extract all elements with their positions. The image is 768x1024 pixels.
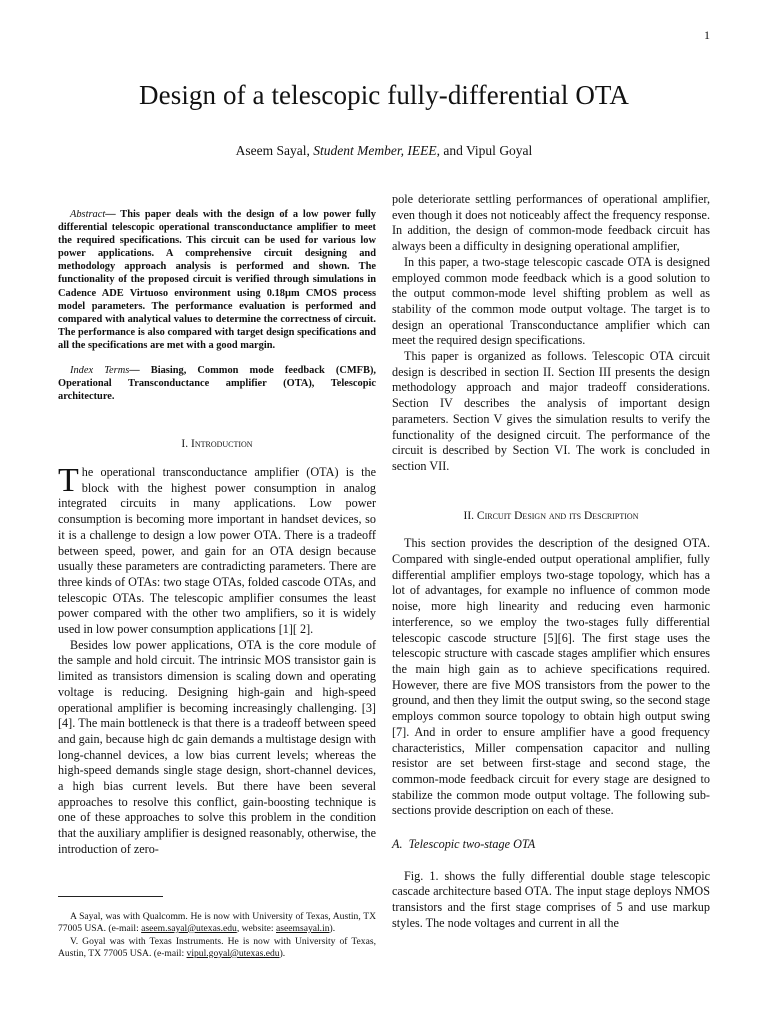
circuit-paragraph-1: This section provides the description of the designed OTA. Compared with single-ended output operational amplifier, fully differential amplifier employs two-stage topology, which has a lot of advantages, for example no influence of common mode noise, more high linearity and reducing even harmonic interference, so we employ the two-stages fully differential telescopic cascode structure [5][6]. The first stage uses the telescopic structure with cascade stages amplifier which ensures the main high gain as to achieve specifications required. However, there are five MOS transistors from the power to the ground, and then they limit the output swing, so the second stage employs common source topology to obtain high output swing [7]. And in order to ensure amplifier have a good frequency characteristics, Miller compensation capacitor and nulling resistor are set between first-stage and second stage, the common-mode feedback circuit for every stage are designed to stabilize the common mode output voltage. The following sub-sections provide description on each of these. — [392, 536, 710, 818]
section-number: I. — [181, 438, 189, 451]
footnote-sayal-end: ). — [329, 922, 336, 934]
abstract-text: — This paper deals with the design of a low power fully differential telescopic operational transconductance amplifier to meet the required specifications. This circuit can be used for various low power applications. A comprehensive circuit designing and methodology approach analysis is performed and shown. The functionality of the proposed circuit is verified through simulations in Cadence ADE Virtuoso environment using 0.18µm CMOS process model parameters. The performance evaluation is performed and compared with analytical values to determine the correctness of circuit. The performance is also compared with target design specifications and all the specifications are met with a good margin. — [58, 209, 376, 351]
author-second: , and Vipul Goyal — [436, 143, 533, 158]
intro-paragraph-2: Besides low power applications, OTA is the core module of the sample and hold circuit. The intrinsic MOS transistor gain is limited as transistors dimension is scaling down and operating voltage is reducing. Designing high-gain and high-speed operational amplifier is becoming increasingly challenging. [3][4]. The main bottleneck is that there is a tradeoff between speed and gain, because high dc gain demands a multistage design with long-channel devices, a low bias current levels; whereas the high-speed demands single stage design, short-channel devices, a high bias current levels. But there have been several approaches to resolve this conflict, gain-boosting technique is one of these approaches to solve this problem in the condition that the auxiliary amplifier is designed reasonably, otherwise, the introduction of zero- — [58, 637, 376, 856]
footnote-sayal-text: A Sayal, was with Qualcomm. He is now with University of Texas, Austin, TX 77005 USA. (e-mail: — [58, 911, 376, 934]
page-number: 1 — [704, 28, 710, 42]
abstract-label: Abstract — [70, 209, 106, 220]
subsection-label: A. — [392, 837, 403, 852]
index-terms — [58, 364, 376, 403]
website-link-sayal[interactable]: aseemsayal.in — [276, 922, 330, 934]
section-number: II. — [463, 509, 475, 522]
footnote-divider — [58, 896, 163, 897]
intro-paragraph-1 — [58, 462, 376, 638]
index-terms-label: Index Terms — [70, 365, 130, 377]
intro-paragraph-2-continued: pole deteriorate settling performances of operational amplifier, even though it does not noticeably affect the frequency response. In addition, the design of common-mode feedback circuit has always been a difficulty in designing operational amplifier, — [392, 192, 710, 254]
author-role: Student Member, IEEE — [313, 143, 437, 158]
intro-paragraph-3: In this paper, a two-stage telescopic cascade OTA is designed employed common mode feedback which is a good solution to the output common-mode level shifting problem as well as stability of the common mode output voltage. The target is to design an operational Transconductance amplifier which can meet the required design specifications. — [392, 254, 710, 348]
author-first: Aseem Sayal, — [235, 143, 314, 158]
index-terms-text: — Biasing, Common mode feedback (CMFB), Operational Transconductance amplifier (OTA), Telescopic architecture. — [58, 365, 376, 403]
section-heading-introduction — [58, 437, 376, 453]
footnote-goyal-text: V. Goyal was with Texas Instruments. He is now with University of Texas, Austin, TX 77005 USA. (e-mail: — [58, 936, 376, 959]
footnote-goyal-end: ). — [279, 947, 286, 959]
subsection-a-paragraph-1: Fig. 1. shows the fully differential double stage telescopic cascade architecture based OTA. The input stage deploys NMOS transistors and the first stage comprises of 5 and use markup styles. The node voltages and current in all the — [392, 868, 710, 930]
subsection-title: Telescopic two-stage OTA — [408, 837, 536, 852]
subsection-heading-a — [392, 837, 710, 853]
footnote-goyal — [58, 936, 376, 959]
abstract — [58, 208, 376, 352]
footnotes — [58, 896, 376, 961]
footnote-sayal-mid: , website: — [236, 922, 276, 934]
footnote-sayal — [58, 911, 376, 934]
right-column — [392, 192, 710, 932]
section-heading-circuit-design — [392, 509, 710, 525]
drop-cap: T — [58, 462, 79, 500]
section-title: Introduction — [190, 438, 253, 451]
paper-title: Design of a telescopic fully-differential OTA — [139, 80, 629, 110]
author-line — [0, 143, 768, 159]
left-column — [58, 192, 376, 858]
email-link-sayal[interactable]: aseem.sayal@utexas.edu — [141, 922, 237, 934]
intro-paragraph-4: This paper is organized as follows. Telescopic OTA circuit design is described in section II. Section III presents the design methodology approach and major tradeoff considerations. Section IV describes the analysis of important design parameters. Section V gives the simulation results to verify the functionality of the designed circuit. The performance of the circuit is described by Section VI. The work is concluded in section VII. — [392, 349, 710, 473]
section-title: Circuit Design and its Description — [476, 509, 639, 522]
email-link-goyal[interactable]: vipul.goyal@utexas.edu — [186, 947, 280, 959]
intro-paragraph-1-text: he operational transconductance amplifier (OTA) is the block with the highest power consumption in analog integrated circuits in many applications. Low power consumption is becoming more important in handset devices, so it is a challenge to design a low power OTA. There is a tradeoff between speed, power, and gain for an OTA design because usually these parameters are contradicting parameters. There are three kinds of OTAs: two stage OTAs, folded cascode OTAs, and telescopic OTAs. The telescopic amplifier consumes the least power compared with the other two amplifiers, so it is widely used in low power consumption applications [1][ 2]. — [58, 465, 376, 637]
